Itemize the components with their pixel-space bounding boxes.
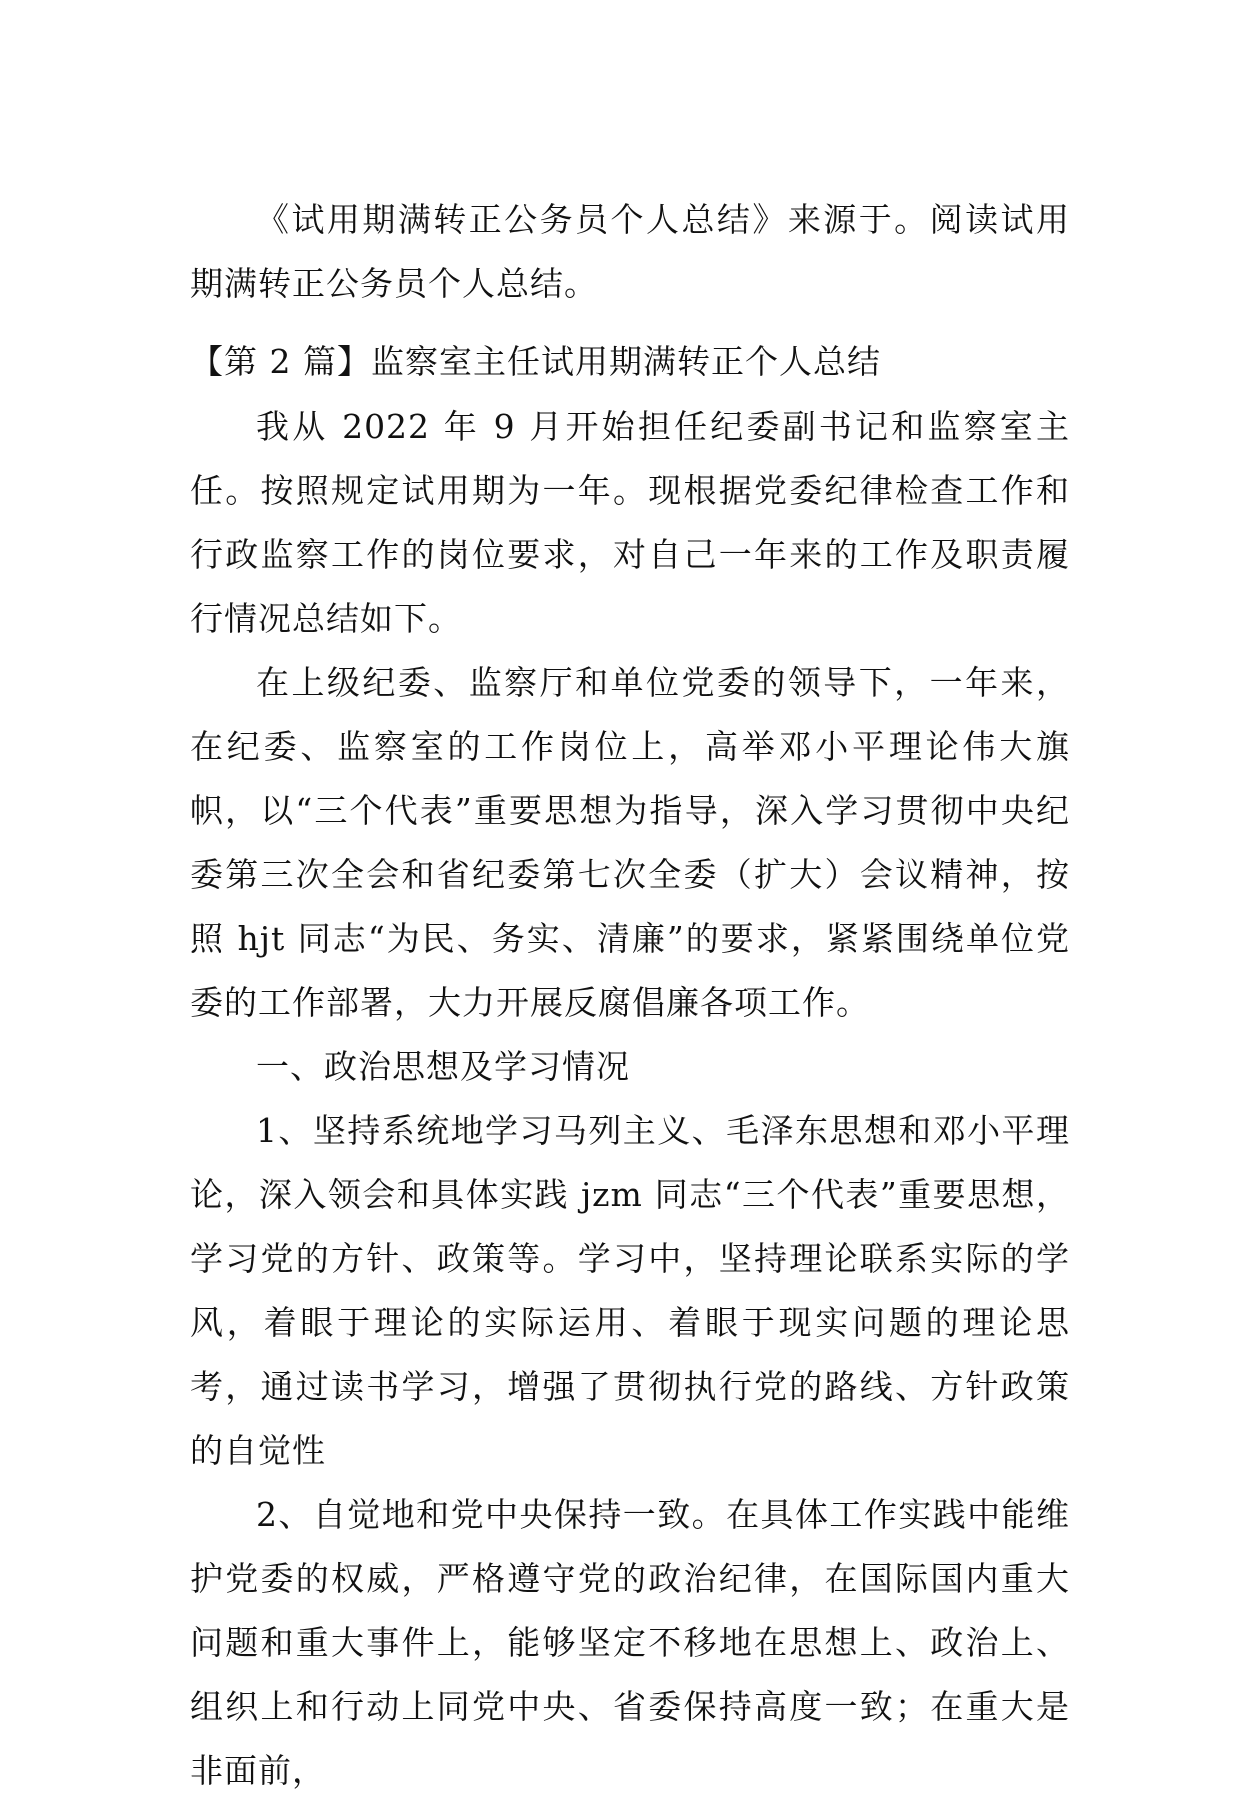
section-heading: 【第 2 篇】监察室主任试用期满转正个人总结 xyxy=(190,342,881,381)
body-paragraphs xyxy=(190,395,1070,1803)
paragraph-item-1: 1、坚持系统地学习马列主义、毛泽东思想和邓小平理论，深入领会和具体实践 jzm 同志“三个代表”重要思想，学习党的方针、政策等。学习中，坚持理论联系实际的学风，着眼于理论的实际运用、着眼于现实问题的理论思考，通过读书学习，增强了贯彻执行党的路线、方针政策的自觉性 xyxy=(190,1111,1070,1470)
paragraph-section-title: 一、政治思想及学习情况 xyxy=(256,1047,630,1086)
paragraph-appointment: 我从 2022 年 9 月开始担任纪委副书记和监察室主任。按照规定试用期为一年。现根据党委纪律检查工作和行政监察工作的岗位要求，对自己一年来的工作及职责履行情况总结如下。 xyxy=(190,407,1070,638)
paragraph-leadership: 在上级纪委、监察厅和单位党委的领导下，一年来，在纪委、监察室的工作岗位上，高举邓小平理论伟大旗帜，以“三个代表”重要思想为指导，深入学习贯彻中央纪委第三次全会和省纪委第七次全委（扩大）会议精神，按照 hjt 同志“为民、务实、清廉”的要求，紧紧围绕单位党委的工作部署，大力开展反腐倡廉各项工作。 xyxy=(190,663,1070,1022)
paragraph-item-2: 2、自觉地和党中央保持一致。在具体工作实践中能维护党委的权威，严格遵守党的政治纪律，在国际国内重大问题和重大事件上，能够坚定不移地在思想上、政治上、组织上和行动上同党中央、省委保持高度一致；在重大是非面前， xyxy=(190,1495,1070,1790)
intro-paragraph: 《试用期满转正公务员个人总结》来源于。阅读试用期满转正公务员个人总结。 xyxy=(190,200,1070,303)
section-heading-container xyxy=(190,330,1070,394)
